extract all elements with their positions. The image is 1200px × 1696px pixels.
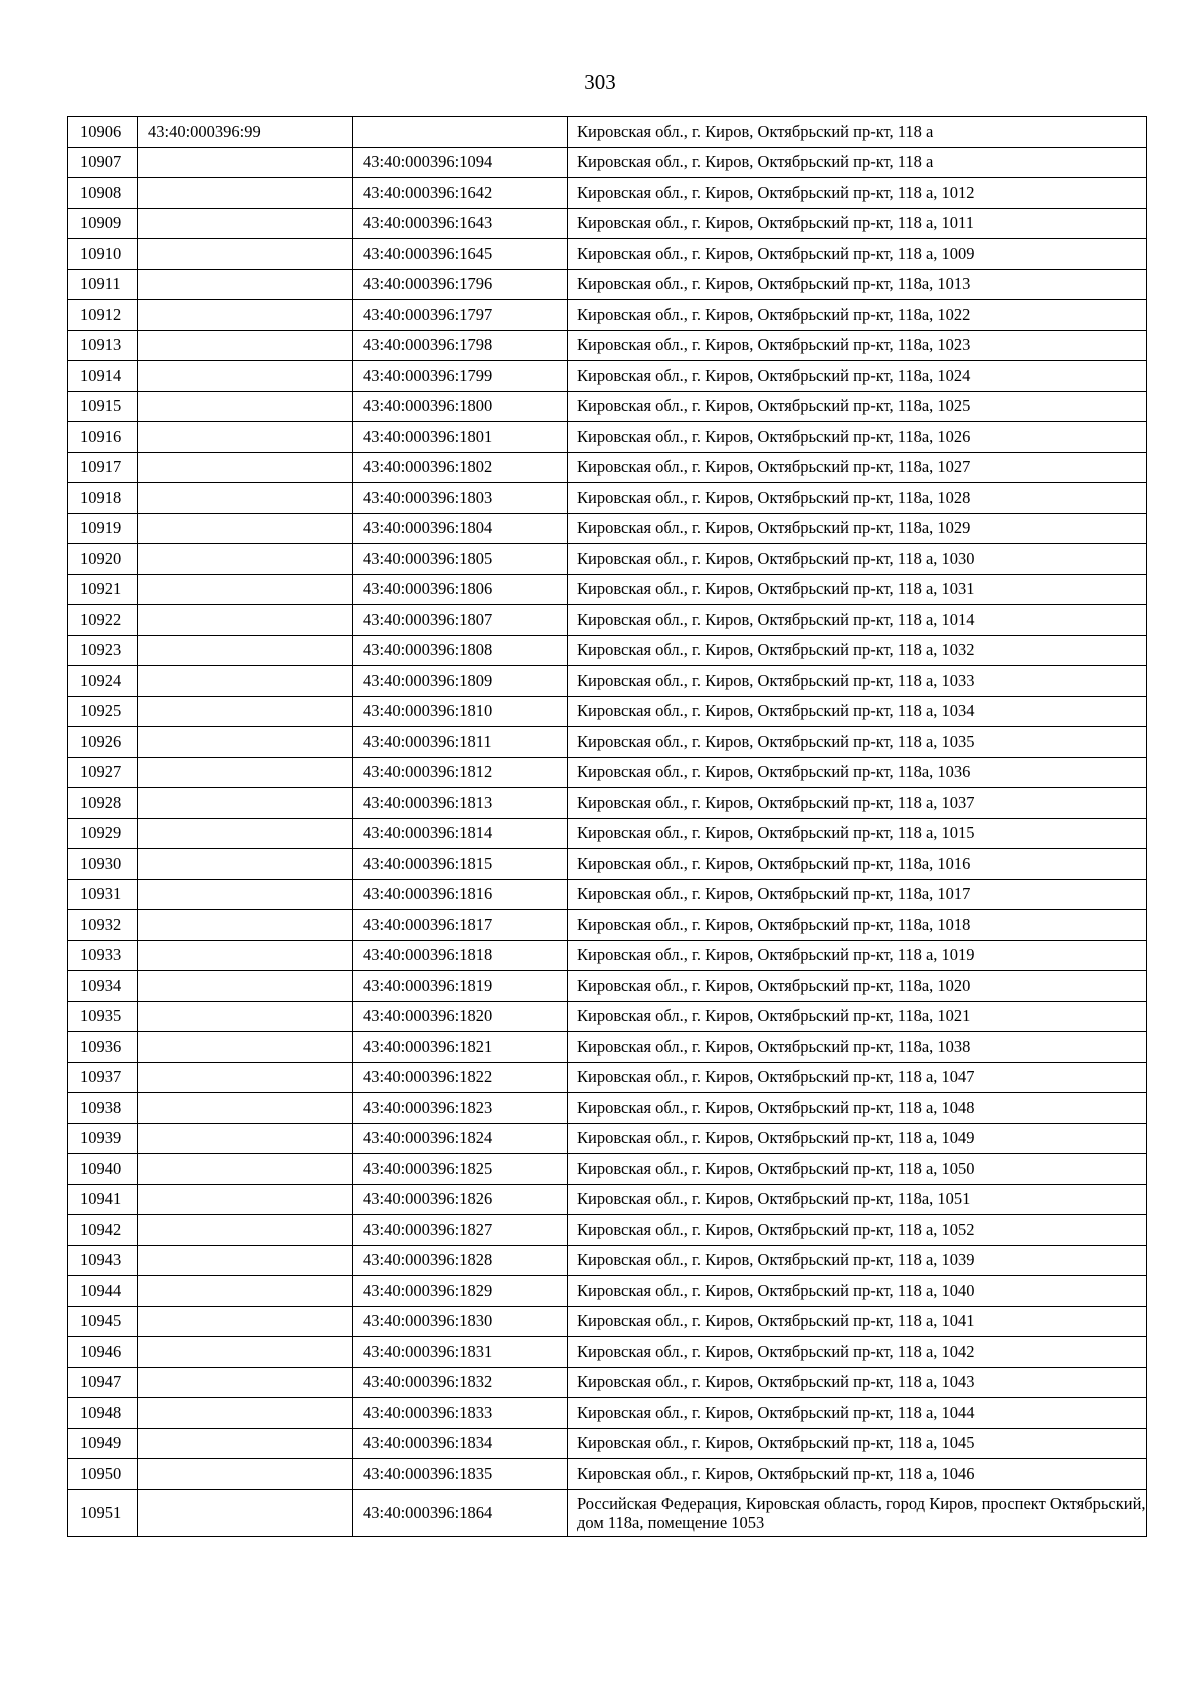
address-cell: Кировская обл., г. Киров, Октябрьский пр-кт, 118 а, 1046 — [568, 1459, 1147, 1490]
cadastral-number-cell: 43:40:000396:1821 — [353, 1032, 568, 1063]
page-number: 303 — [584, 70, 616, 94]
address-cell: Кировская обл., г. Киров, Октябрьский пр-кт, 118а, 1021 — [568, 1001, 1147, 1032]
cadastral-number-cell: 43:40:000396:1811 — [353, 727, 568, 758]
cadastral-number-cell: 43:40:000396:1818 — [353, 940, 568, 971]
table-row — [68, 1398, 1147, 1429]
row-number-cell: 10929 — [68, 818, 138, 849]
row-number-cell: 10928 — [68, 788, 138, 819]
cadastral-number-cell: 43:40:000396:1802 — [353, 452, 568, 483]
previous-cadastral-number-cell — [138, 1093, 353, 1124]
previous-cadastral-number-cell — [138, 361, 353, 392]
previous-cadastral-number-cell — [138, 971, 353, 1002]
row-number-cell: 10945 — [68, 1306, 138, 1337]
previous-cadastral-number-cell — [138, 1337, 353, 1368]
table-row — [68, 727, 1147, 758]
table-row — [68, 696, 1147, 727]
address-cell: Кировская обл., г. Киров, Октябрьский пр-кт, 118 а, 1045 — [568, 1428, 1147, 1459]
table-row — [68, 1276, 1147, 1307]
cadastral-number-cell: 43:40:000396:1823 — [353, 1093, 568, 1124]
address-cell: Кировская обл., г. Киров, Октябрьский пр-кт, 118а, 1038 — [568, 1032, 1147, 1063]
previous-cadastral-number-cell — [138, 1245, 353, 1276]
address-cell: Кировская обл., г. Киров, Октябрьский пр-кт, 118а, 1024 — [568, 361, 1147, 392]
cadastral-number-cell: 43:40:000396:1809 — [353, 666, 568, 697]
previous-cadastral-number-cell — [138, 513, 353, 544]
previous-cadastral-number-cell — [138, 1215, 353, 1246]
table-row — [68, 1245, 1147, 1276]
row-number-cell: 10940 — [68, 1154, 138, 1185]
address-cell: Кировская обл., г. Киров, Октябрьский пр-кт, 118 а, 1037 — [568, 788, 1147, 819]
address-cell: Кировская обл., г. Киров, Октябрьский пр-кт, 118 а — [568, 147, 1147, 178]
previous-cadastral-number-cell — [138, 849, 353, 880]
previous-cadastral-number-cell — [138, 1154, 353, 1185]
table-row — [68, 422, 1147, 453]
table-row — [68, 544, 1147, 575]
row-number-cell: 10946 — [68, 1337, 138, 1368]
table-row — [68, 300, 1147, 331]
cadastral-number-cell: 43:40:000396:1800 — [353, 391, 568, 422]
address-cell: Кировская обл., г. Киров, Октябрьский пр-кт, 118 а, 1019 — [568, 940, 1147, 971]
previous-cadastral-number-cell — [138, 879, 353, 910]
previous-cadastral-number-cell — [138, 178, 353, 209]
row-number-cell: 10949 — [68, 1428, 138, 1459]
cadastral-number-cell: 43:40:000396:1798 — [353, 330, 568, 361]
address-cell: Кировская обл., г. Киров, Октябрьский пр-кт, 118 а, 1044 — [568, 1398, 1147, 1429]
row-number-cell: 10914 — [68, 361, 138, 392]
row-number-cell: 10931 — [68, 879, 138, 910]
cadastral-number-cell: 43:40:000396:1832 — [353, 1367, 568, 1398]
cadastral-number-cell: 43:40:000396:1643 — [353, 208, 568, 239]
table-row — [68, 1337, 1147, 1368]
row-number-cell: 10923 — [68, 635, 138, 666]
row-number-cell: 10942 — [68, 1215, 138, 1246]
row-number-cell: 10912 — [68, 300, 138, 331]
cadastral-number-cell: 43:40:000396:1822 — [353, 1062, 568, 1093]
row-number-cell: 10938 — [68, 1093, 138, 1124]
cadastral-number-cell: 43:40:000396:1834 — [353, 1428, 568, 1459]
table-row — [68, 178, 1147, 209]
row-number-cell: 10925 — [68, 696, 138, 727]
table-row — [68, 605, 1147, 636]
table-row — [68, 452, 1147, 483]
cadastral-number-cell: 43:40:000396:1807 — [353, 605, 568, 636]
row-number-cell: 10944 — [68, 1276, 138, 1307]
address-cell: Кировская обл., г. Киров, Октябрьский пр-кт, 118 а, 1040 — [568, 1276, 1147, 1307]
row-number-cell: 10918 — [68, 483, 138, 514]
cadastral-number-cell: 43:40:000396:1813 — [353, 788, 568, 819]
address-cell: Кировская обл., г. Киров, Октябрьский пр-кт, 118 а, 1031 — [568, 574, 1147, 605]
cadastral-number-cell: 43:40:000396:1801 — [353, 422, 568, 453]
address-cell: Кировская обл., г. Киров, Октябрьский пр-кт, 118 а, 1032 — [568, 635, 1147, 666]
row-number-cell: 10917 — [68, 452, 138, 483]
previous-cadastral-number-cell — [138, 1306, 353, 1337]
cadastral-number-cell: 43:40:000396:1812 — [353, 757, 568, 788]
cadastral-number-cell: 43:40:000396:1833 — [353, 1398, 568, 1429]
table-row — [68, 330, 1147, 361]
row-number-cell: 10911 — [68, 269, 138, 300]
address-cell: Кировская обл., г. Киров, Октябрьский пр-кт, 118 а, 1042 — [568, 1337, 1147, 1368]
row-number-cell: 10951 — [68, 1489, 138, 1536]
table-row — [68, 849, 1147, 880]
previous-cadastral-number-cell — [138, 422, 353, 453]
address-cell: Кировская обл., г. Киров, Октябрьский пр-кт, 118а, 1020 — [568, 971, 1147, 1002]
cadastral-number-cell: 43:40:000396:1830 — [353, 1306, 568, 1337]
cadastral-number-cell: 43:40:000396:1827 — [353, 1215, 568, 1246]
address-cell: Кировская обл., г. Киров, Октябрьский пр-кт, 118 а, 1034 — [568, 696, 1147, 727]
cadastral-number-cell: 43:40:000396:1814 — [353, 818, 568, 849]
previous-cadastral-number-cell — [138, 1123, 353, 1154]
previous-cadastral-number-cell — [138, 208, 353, 239]
address-cell: Кировская обл., г. Киров, Октябрьский пр-кт, 118а, 1025 — [568, 391, 1147, 422]
previous-cadastral-number-cell — [138, 1428, 353, 1459]
address-cell: Кировская обл., г. Киров, Октябрьский пр-кт, 118 а, 1048 — [568, 1093, 1147, 1124]
table-row — [68, 940, 1147, 971]
cadastral-number-cell — [353, 117, 568, 148]
address-cell: Кировская обл., г. Киров, Октябрьский пр-кт, 118а, 1036 — [568, 757, 1147, 788]
row-number-cell: 10907 — [68, 147, 138, 178]
table-row — [68, 1215, 1147, 1246]
previous-cadastral-number-cell — [138, 1489, 353, 1536]
address-cell: Кировская обл., г. Киров, Октябрьский пр-кт, 118 а, 1030 — [568, 544, 1147, 575]
table-row — [68, 1459, 1147, 1490]
cadastral-number-cell: 43:40:000396:1835 — [353, 1459, 568, 1490]
table-row — [68, 879, 1147, 910]
previous-cadastral-number-cell — [138, 391, 353, 422]
cadastral-number-cell: 43:40:000396:1796 — [353, 269, 568, 300]
address-cell: Кировская обл., г. Киров, Октябрьский пр-кт, 118 а — [568, 117, 1147, 148]
table-row — [68, 635, 1147, 666]
row-number-cell: 10926 — [68, 727, 138, 758]
cadastral-number-cell: 43:40:000396:1804 — [353, 513, 568, 544]
cadastral-number-cell: 43:40:000396:1805 — [353, 544, 568, 575]
cadastral-number-cell: 43:40:000396:1797 — [353, 300, 568, 331]
address-cell: Кировская обл., г. Киров, Октябрьский пр-кт, 118а, 1029 — [568, 513, 1147, 544]
address-cell: Кировская обл., г. Киров, Октябрьский пр-кт, 118 а, 1033 — [568, 666, 1147, 697]
previous-cadastral-number-cell — [138, 147, 353, 178]
row-number-cell: 10937 — [68, 1062, 138, 1093]
cadastral-number-cell: 43:40:000396:1799 — [353, 361, 568, 392]
address-cell: Кировская обл., г. Киров, Октябрьский пр-кт, 118 а, 1035 — [568, 727, 1147, 758]
table-row — [68, 513, 1147, 544]
row-number-cell: 10935 — [68, 1001, 138, 1032]
table-row — [68, 1184, 1147, 1215]
row-number-cell: 10932 — [68, 910, 138, 941]
row-number-cell: 10950 — [68, 1459, 138, 1490]
previous-cadastral-number-cell — [138, 452, 353, 483]
address-cell: Кировская обл., г. Киров, Октябрьский пр-кт, 118 а, 1052 — [568, 1215, 1147, 1246]
previous-cadastral-number-cell — [138, 269, 353, 300]
previous-cadastral-number-cell — [138, 1276, 353, 1307]
row-number-cell: 10920 — [68, 544, 138, 575]
address-cell: Кировская обл., г. Киров, Октябрьский пр-кт, 118а, 1027 — [568, 452, 1147, 483]
cadastral-number-cell: 43:40:000396:1864 — [353, 1489, 568, 1536]
cadastral-number-cell: 43:40:000396:1810 — [353, 696, 568, 727]
cadastral-number-cell: 43:40:000396:1820 — [353, 1001, 568, 1032]
address-cell: Кировская обл., г. Киров, Октябрьский пр-кт, 118а, 1017 — [568, 879, 1147, 910]
previous-cadastral-number-cell — [138, 788, 353, 819]
previous-cadastral-number-cell: 43:40:000396:99 — [138, 117, 353, 148]
address-cell: Кировская обл., г. Киров, Октябрьский пр-кт, 118 а, 1015 — [568, 818, 1147, 849]
address-cell: Кировская обл., г. Киров, Октябрьский пр-кт, 118а, 1022 — [568, 300, 1147, 331]
table-row — [68, 1062, 1147, 1093]
table-row — [68, 971, 1147, 1002]
previous-cadastral-number-cell — [138, 727, 353, 758]
previous-cadastral-number-cell — [138, 696, 353, 727]
address-cell: Кировская обл., г. Киров, Октябрьский пр-кт, 118 а, 1009 — [568, 239, 1147, 270]
previous-cadastral-number-cell — [138, 1398, 353, 1429]
row-number-cell: 10913 — [68, 330, 138, 361]
row-number-cell: 10908 — [68, 178, 138, 209]
address-cell: Кировская обл., г. Киров, Октябрьский пр-кт, 118а, 1023 — [568, 330, 1147, 361]
table-row — [68, 208, 1147, 239]
row-number-cell: 10947 — [68, 1367, 138, 1398]
address-cell: Кировская обл., г. Киров, Октябрьский пр-кт, 118а, 1016 — [568, 849, 1147, 880]
previous-cadastral-number-cell — [138, 1367, 353, 1398]
row-number-cell: 10941 — [68, 1184, 138, 1215]
previous-cadastral-number-cell — [138, 239, 353, 270]
previous-cadastral-number-cell — [138, 544, 353, 575]
cadastral-number-cell: 43:40:000396:1806 — [353, 574, 568, 605]
row-number-cell: 10915 — [68, 391, 138, 422]
row-number-cell: 10927 — [68, 757, 138, 788]
registry-table — [67, 116, 1147, 1537]
table-row — [68, 757, 1147, 788]
cadastral-number-cell: 43:40:000396:1825 — [353, 1154, 568, 1185]
cadastral-number-cell: 43:40:000396:1831 — [353, 1337, 568, 1368]
table-row — [68, 483, 1147, 514]
address-cell: Кировская обл., г. Киров, Октябрьский пр-кт, 118 а, 1043 — [568, 1367, 1147, 1398]
cadastral-number-cell: 43:40:000396:1642 — [353, 178, 568, 209]
previous-cadastral-number-cell — [138, 635, 353, 666]
row-number-cell: 10930 — [68, 849, 138, 880]
row-number-cell: 10948 — [68, 1398, 138, 1429]
row-number-cell: 10919 — [68, 513, 138, 544]
row-number-cell: 10922 — [68, 605, 138, 636]
table-row — [68, 1093, 1147, 1124]
table-row — [68, 910, 1147, 941]
cadastral-number-cell: 43:40:000396:1094 — [353, 147, 568, 178]
row-number-cell: 10909 — [68, 208, 138, 239]
cadastral-number-cell: 43:40:000396:1816 — [353, 879, 568, 910]
address-cell: Кировская обл., г. Киров, Октябрьский пр-кт, 118 а, 1039 — [568, 1245, 1147, 1276]
cadastral-number-cell: 43:40:000396:1808 — [353, 635, 568, 666]
table-row — [68, 1001, 1147, 1032]
previous-cadastral-number-cell — [138, 940, 353, 971]
table-row — [68, 1367, 1147, 1398]
cadastral-number-cell: 43:40:000396:1828 — [353, 1245, 568, 1276]
row-number-cell: 10939 — [68, 1123, 138, 1154]
address-cell: Кировская обл., г. Киров, Октябрьский пр-кт, 118 а, 1041 — [568, 1306, 1147, 1337]
previous-cadastral-number-cell — [138, 483, 353, 514]
previous-cadastral-number-cell — [138, 1001, 353, 1032]
table-row — [68, 1489, 1147, 1536]
previous-cadastral-number-cell — [138, 1184, 353, 1215]
row-number-cell: 10906 — [68, 117, 138, 148]
registry-table-body — [68, 117, 1147, 1537]
address-cell: Кировская обл., г. Киров, Октябрьский пр-кт, 118 а, 1012 — [568, 178, 1147, 209]
table-row — [68, 818, 1147, 849]
cadastral-number-cell: 43:40:000396:1645 — [353, 239, 568, 270]
address-cell: Кировская обл., г. Киров, Октябрьский пр-кт, 118а, 1013 — [568, 269, 1147, 300]
previous-cadastral-number-cell — [138, 818, 353, 849]
previous-cadastral-number-cell — [138, 666, 353, 697]
previous-cadastral-number-cell — [138, 300, 353, 331]
table-row — [68, 147, 1147, 178]
cadastral-number-cell: 43:40:000396:1819 — [353, 971, 568, 1002]
table-row — [68, 1032, 1147, 1063]
table-row — [68, 117, 1147, 148]
previous-cadastral-number-cell — [138, 330, 353, 361]
address-cell: Кировская обл., г. Киров, Октябрьский пр-кт, 118 а, 1011 — [568, 208, 1147, 239]
address-cell: Кировская обл., г. Киров, Октябрьский пр-кт, 118 а, 1014 — [568, 605, 1147, 636]
row-number-cell: 10916 — [68, 422, 138, 453]
cadastral-number-cell: 43:40:000396:1824 — [353, 1123, 568, 1154]
previous-cadastral-number-cell — [138, 757, 353, 788]
cadastral-number-cell: 43:40:000396:1817 — [353, 910, 568, 941]
table-row — [68, 1154, 1147, 1185]
table-row — [68, 361, 1147, 392]
previous-cadastral-number-cell — [138, 605, 353, 636]
table-row — [68, 239, 1147, 270]
table-row — [68, 666, 1147, 697]
address-cell: Кировская обл., г. Киров, Октябрьский пр-кт, 118 а, 1050 — [568, 1154, 1147, 1185]
address-cell: Кировская обл., г. Киров, Октябрьский пр-кт, 118а, 1026 — [568, 422, 1147, 453]
row-number-cell: 10921 — [68, 574, 138, 605]
address-cell: Кировская обл., г. Киров, Октябрьский пр-кт, 118а, 1028 — [568, 483, 1147, 514]
table-row — [68, 574, 1147, 605]
row-number-cell: 10933 — [68, 940, 138, 971]
address-cell: Кировская обл., г. Киров, Октябрьский пр-кт, 118 а, 1049 — [568, 1123, 1147, 1154]
address-cell: Кировская обл., г. Киров, Октябрьский пр-кт, 118а, 1018 — [568, 910, 1147, 941]
previous-cadastral-number-cell — [138, 1459, 353, 1490]
table-row — [68, 1123, 1147, 1154]
address-cell: Российская Федерация, Кировская область, город Киров, проспект Октябрьский, дом 118а, помещение 1053 — [568, 1489, 1147, 1536]
previous-cadastral-number-cell — [138, 910, 353, 941]
table-row — [68, 788, 1147, 819]
address-cell: Кировская обл., г. Киров, Октябрьский пр-кт, 118 а, 1047 — [568, 1062, 1147, 1093]
row-number-cell: 10936 — [68, 1032, 138, 1063]
cadastral-number-cell: 43:40:000396:1826 — [353, 1184, 568, 1215]
previous-cadastral-number-cell — [138, 574, 353, 605]
previous-cadastral-number-cell — [138, 1032, 353, 1063]
cadastral-number-cell: 43:40:000396:1815 — [353, 849, 568, 880]
cadastral-number-cell: 43:40:000396:1829 — [353, 1276, 568, 1307]
row-number-cell: 10934 — [68, 971, 138, 1002]
cadastral-number-cell: 43:40:000396:1803 — [353, 483, 568, 514]
row-number-cell: 10943 — [68, 1245, 138, 1276]
table-row — [68, 391, 1147, 422]
table-row — [68, 269, 1147, 300]
address-cell: Кировская обл., г. Киров, Октябрьский пр-кт, 118а, 1051 — [568, 1184, 1147, 1215]
table-row — [68, 1428, 1147, 1459]
row-number-cell: 10924 — [68, 666, 138, 697]
row-number-cell: 10910 — [68, 239, 138, 270]
table-row — [68, 1306, 1147, 1337]
previous-cadastral-number-cell — [138, 1062, 353, 1093]
